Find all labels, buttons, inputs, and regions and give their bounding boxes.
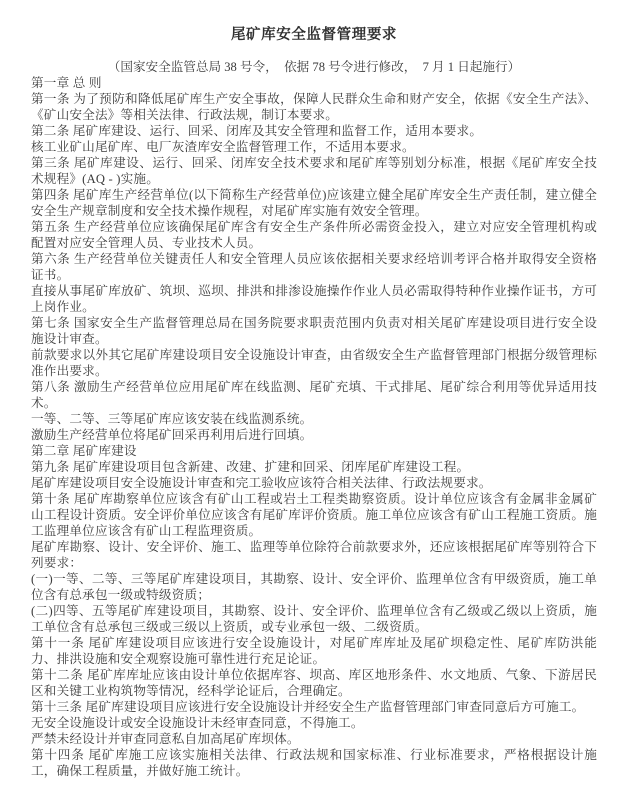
paragraph: 第一条 为了预防和降低尾矿库生产安全事故，保障人民群众生命和财产安全，依据《安全生产法》、《矿山安全法》等相关法律、行政法规，制订本要求。 bbox=[31, 92, 597, 122]
paragraph: 激励生产经营单位将尾矿回采再利用后进行回填。 bbox=[31, 428, 313, 442]
paragraph: 第十三条 尾矿库建设项目应该进行安全设施设计并经安全生产监督管理部门审查同意后方可施工。 bbox=[31, 700, 585, 714]
chapter-heading: 第二章 尾矿库建设 bbox=[31, 444, 137, 458]
paragraph: 一等、二等、三等尾矿库应该安装在线监测系统。 bbox=[31, 412, 313, 426]
paragraph: 无安全设施设计或安全设施设计未经审查同意，不得施工。 bbox=[31, 716, 364, 730]
document-subtitle: （国家安全监管总局 38 号令， 依据 78 号令进行修改， 7 月 1 日起施行） bbox=[107, 60, 521, 74]
paragraph: 第十二条 尾矿库库址应该由设计单位依据库容、坝高、库区地形条件、水文地质、气象、下游居民区和关键工业构筑物等情况，经科学论证后，合理确定。 bbox=[31, 668, 597, 698]
paragraph: (一)一等、二等、三等尾矿库建设项目，其勘察、设计、安全评价、监理单位含有甲级资质，施工单位含有总承包一级或特级资质； bbox=[31, 572, 597, 602]
paragraph: 第九条 尾矿库建设项目包含新建、改建、扩建和回采、闭库尾矿库建设工程。 bbox=[31, 460, 470, 474]
paragraph: (二)四等、五等尾矿库建设项目，其勘察、设计、安全评价、监理单位含有乙级或乙级以上资质，施工单位含有总承包三级或三级以上资质，或专业承包一级、二级资质。 bbox=[31, 604, 597, 634]
paragraph: 尾矿库建设项目安全设施设计审查和完工验收应该符合相关法律、行政法规要求。 bbox=[31, 476, 492, 490]
chapter-heading: 第一章 总 则 bbox=[31, 76, 102, 90]
paragraph: 第六条 生产经营单位关键责任人和安全管理人员应该依据相关要求经培训考评合格并取得安全资格证书。 bbox=[31, 252, 597, 282]
paragraph: 第五条 生产经营单位应该确保尾矿库含有安全生产条件所必需资金投入，建立对应安全管理机构或配置对应安全管理人员、专业技术人员。 bbox=[31, 220, 597, 250]
paragraph: 第十条 尾矿库勘察单位应该含有矿山工程或岩土工程类勘察资质。设计单位应该含有金属非金属矿山工程设计资质。安全评价单位应该含有尾矿库评价资质。施工单位应该含有矿山工程施工资质。施工监理单位应该含有矿山工程监理资质。 bbox=[31, 492, 597, 538]
paragraph: 第十四条 尾矿库施工应该实施相关法律、行政法规和国家标准、行业标准要求，严格根据设计施工，确保工程质量，并做好施工统计。 bbox=[31, 748, 597, 778]
paragraph: 第七条 国家安全生产监督管理总局在国务院要求职责范围内负责对相关尾矿库建设项目进行安全设施设计审查。 bbox=[31, 316, 597, 346]
paragraph: 第四条 尾矿库生产经营单位(以下简称生产经营单位)应该建立健全尾矿库安全生产责任制，建立健全安全生产规章制度和安全技术操作规程，对尾矿库实施有效安全管理。 bbox=[31, 188, 597, 218]
paragraph: 尾矿库勘察、设计、安全评价、施工、监理等单位除符合前款要求外，还应该根据尾矿库等别符合下列要求： bbox=[31, 540, 597, 570]
document-body bbox=[31, 75, 597, 779]
paragraph: 第八条 激励生产经营单位应用尾矿库在线监测、尾矿充填、干式排尾、尾矿综合利用等优异适用技术。 bbox=[31, 380, 597, 410]
paragraph: 严禁未经设计并审查同意私自加高尾矿库坝体。 bbox=[31, 732, 300, 746]
paragraph: 直接从事尾矿库放矿、筑坝、巡坝、排洪和排渗设施操作作业人员必需取得特种作业操作证书，方可上岗作业。 bbox=[31, 284, 597, 314]
paragraph: 第十一条 尾矿库建设项目应该进行安全设施设计，对尾矿库库址及尾矿坝稳定性、尾矿库防洪能力、排洪设施和安全观察设施可靠性进行充足论证。 bbox=[31, 636, 597, 666]
paragraph: 前款要求以外其它尾矿库建设项目安全设施设计审查，由省级安全生产监督管理部门根据分级管理标准作出要求。 bbox=[31, 348, 597, 378]
document-title: 尾矿库安全监督管理要求 bbox=[230, 27, 398, 43]
paragraph: 核工业矿山尾矿库、电厂灰渣库安全监督管理工作，不适用本要求。 bbox=[31, 140, 415, 154]
paragraph: 第二条 尾矿库建设、运行、回采、闭库及其安全管理和监督工作，适用本要求。 bbox=[31, 124, 483, 138]
paragraph: 第三条 尾矿库建设、运行、回采、闭库安全技术要求和尾矿库等别划分标准，根据《尾矿库安全技术规程》(AQ - )实施。 bbox=[31, 156, 597, 186]
